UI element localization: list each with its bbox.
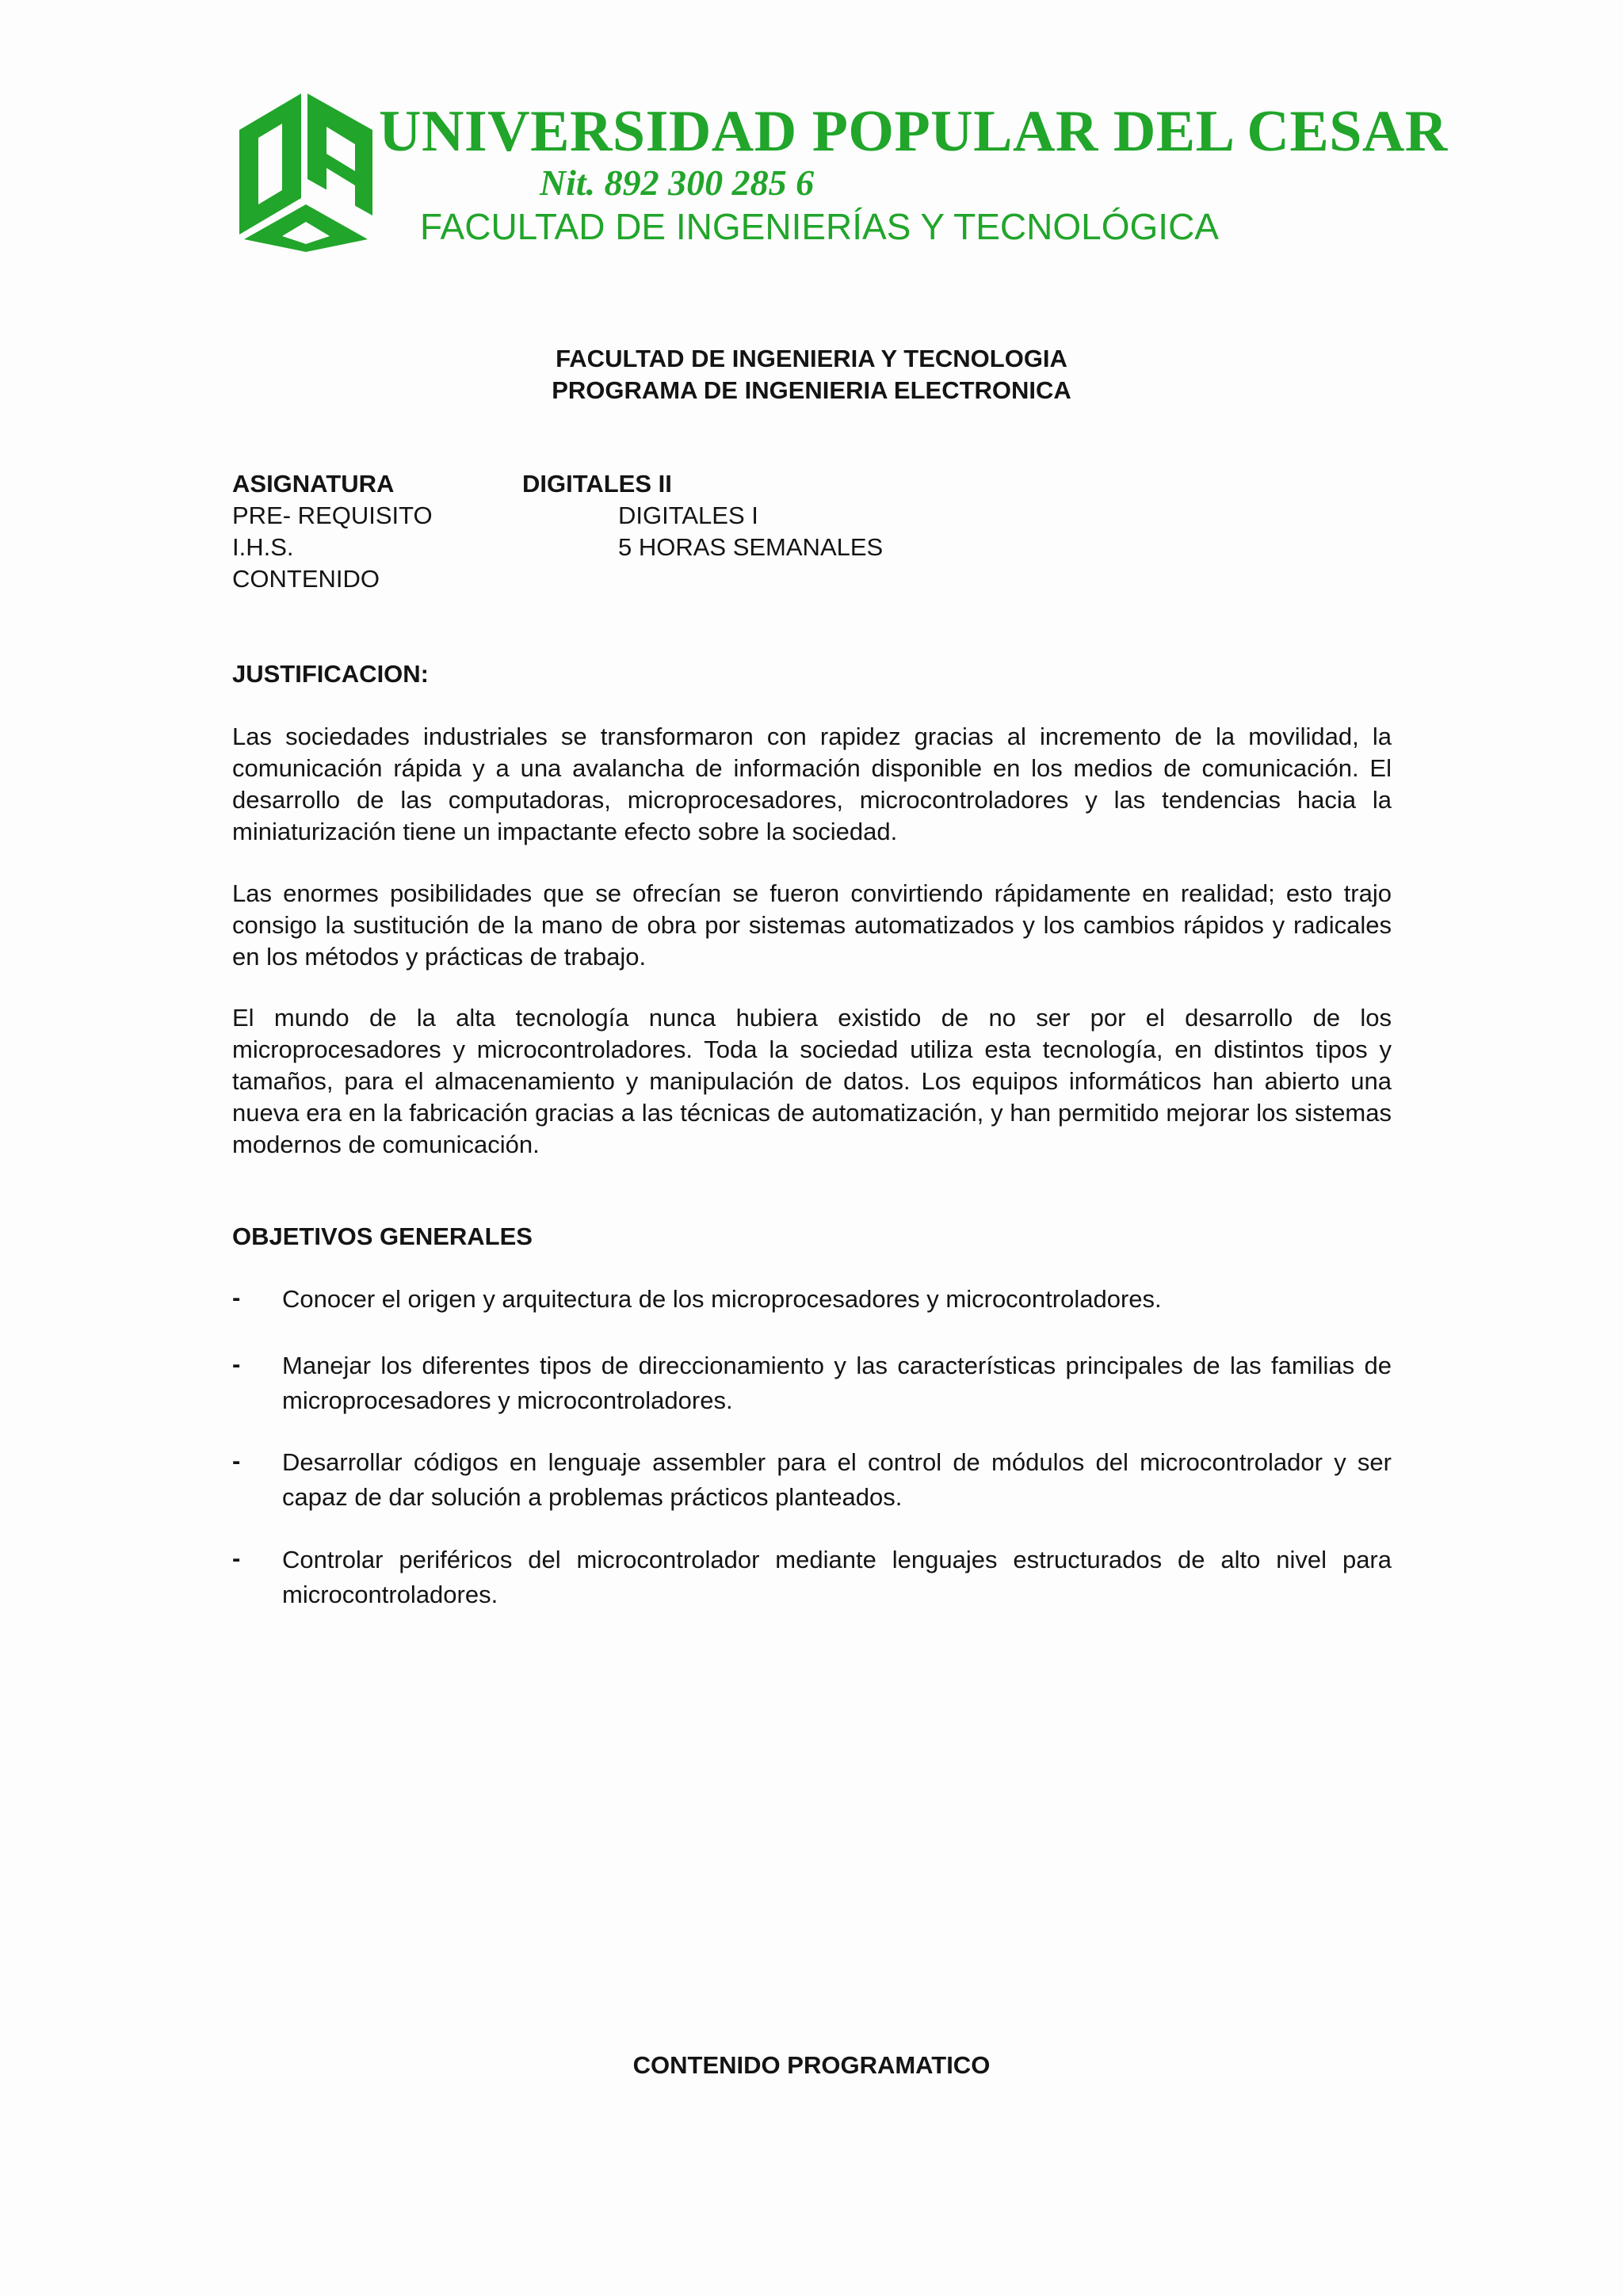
prerequisito-value: DIGITALES I bbox=[618, 502, 758, 529]
justificacion-paragraph: Las sociedades industriales se transformaron con rapidez gracias al incremento de la movilidad, la comunicación rápida y a una avalancha de información disponible en los medios de comunicación. El desarrollo de las computadoras, microprocesadores, microcontroladores y las tendencias hacia la miniaturización tiene un impactante efecto sobre la sociedad. bbox=[232, 723, 1392, 845]
prerequisito-label: PRE- REQUISITO bbox=[232, 502, 433, 529]
ihs-value: 5 HORAS SEMANALES bbox=[618, 533, 884, 561]
justificacion-paragraph: Las enormes posibilidades que se ofrecían se fueron convirtiendo rápidamente en realidad; esto trajo consigo la sustitución de la mano de obra por sistemas automatizados y los cambios rápidos y radicales en los métodos y prácticas de trabajo. bbox=[232, 879, 1392, 971]
bullet-dash: - bbox=[232, 1283, 241, 1311]
university-name: UNIVERSIDAD POPULAR DEL CESAR bbox=[379, 99, 1448, 164]
objetivo-item: Manejar los diferentes tipos de direccionamiento y las características principales de las familias de microprocesadores y microcontroladores. bbox=[282, 1352, 1392, 1414]
university-nit: Nit. 892 300 285 6 bbox=[539, 162, 815, 203]
objetivo-item: Controlar periféricos del microcontrolador mediante lenguajes estructurados de alto nivel para microcontroladores. bbox=[282, 1546, 1392, 1608]
contenido-programatico-heading: CONTENIDO PROGRAMATICO bbox=[632, 2051, 991, 2079]
bullet-dash: - bbox=[232, 1350, 241, 1378]
bullet-dash: - bbox=[232, 1544, 241, 1572]
objetivo-item: Conocer el origen y arquitectura de los microprocesadores y microcontroladores. bbox=[282, 1285, 1162, 1313]
ihs-label: I.H.S. bbox=[232, 533, 294, 561]
contenido-label: CONTENIDO bbox=[232, 565, 380, 593]
faculty-title: FACULTAD DE INGENIERIA Y TECNOLOGIA bbox=[556, 345, 1067, 372]
program-title: PROGRAMA DE INGENIERIA ELECTRONICA bbox=[552, 376, 1071, 404]
justificacion-paragraph: El mundo de la alta tecnología nunca hubiera existido de no ser por el desarrollo de los microprocesadores y microcontroladores. Toda la sociedad utiliza esta tecnología, en distintos tipos y tamaños, para el almacenamiento y manipulación de datos. Los equipos informáticos han abierto una nueva era en la fabricación gracias a las técnicas de automatización, y han permitido mejorar los sistemas modernos de comunicación. bbox=[232, 1004, 1392, 1158]
justificacion-heading: JUSTIFICACION: bbox=[232, 660, 429, 688]
university-faculty: FACULTAD DE INGENIERÍAS Y TECNOLÓGICA bbox=[420, 206, 1219, 247]
bullet-dash: - bbox=[232, 1447, 241, 1474]
asignatura-label: ASIGNATURA bbox=[232, 470, 395, 498]
university-logo bbox=[236, 89, 376, 254]
objetivo-item: Desarrollar códigos en lenguaje assembler para el control de módulos del microcontrolador y ser capaz de dar solución a problemas prácticos planteados. bbox=[282, 1448, 1392, 1511]
asignatura-value: DIGITALES II bbox=[522, 470, 672, 498]
objetivos-heading: OBJETIVOS GENERALES bbox=[232, 1222, 533, 1250]
